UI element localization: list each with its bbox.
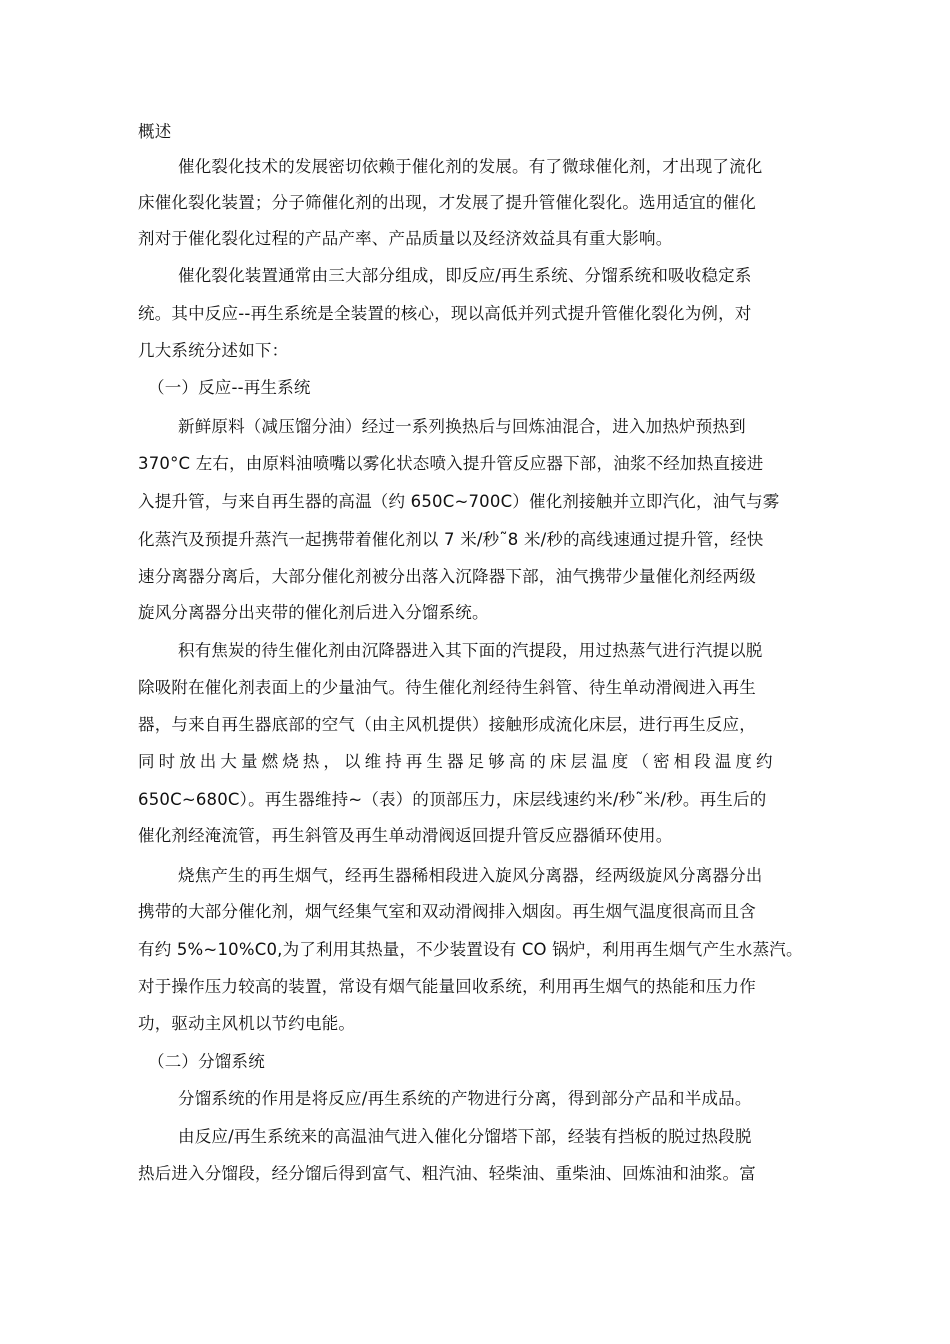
paragraph-line: 650C~680C）。再生器维持~（表）的顶部压力，床层线速约米/秒˜米/秒。再生后的 — [138, 790, 767, 809]
paragraph-line: 催化剂经淹流管，再生斜管及再生单动滑阀返回提升管反应器循环使用。 — [138, 826, 673, 845]
paragraph-line: 化蒸汽及预提升蒸汽一起携带着催化剂以 7 米/秒˜8 米/秒的高线速通过提升管，经快 — [138, 530, 764, 549]
paragraph-line: 新鲜原料（减压馏分油）经过一系列换热后与回炼油混合，进入加热炉预热到 — [178, 417, 746, 436]
paragraph-line: 催化裂化装置通常由三大部分组成，即反应/再生系统、分馏系统和吸收稳定系 — [178, 266, 752, 285]
paragraph-line: 由反应/再生系统来的高温油气进入催化分馏塔下部，经装有挡板的脱过热段脱 — [178, 1127, 752, 1146]
paragraph-line: 器，与来自再生器底部的空气（由主风机提供）接触形成流化床层，进行再生反应， — [138, 715, 756, 734]
paragraph-line: 剂对于催化裂化过程的产品产率、产品质量以及经济效益具有重大影响。 — [138, 229, 673, 248]
paragraph-line: 有约 5%~10%C0,为了利用其热量，不少装置设有 CO 锅炉，利用再生烟气产生水蒸汽。 — [138, 940, 803, 959]
paragraph-line: 分馏系统的作用是将反应/再生系统的产物进行分离，得到部分产品和半成品。 — [178, 1089, 752, 1108]
paragraph-line: 对于操作压力较高的装置，常设有烟气能量回收系统，利用再生烟气的热能和压力作 — [138, 977, 756, 996]
paragraph-line: 烧焦产生的再生烟气，经再生器稀相段进入旋风分离器，经两级旋风分离器分出 — [178, 866, 763, 885]
paragraph-line: 床催化裂化装置；分子筛催化剂的出现，才发展了提升管催化裂化。选用适宜的催化 — [138, 193, 756, 212]
paragraph-line: 统。其中反应--再生系统是全装置的核心，现以高低并列式提升管催化裂化为例，对 — [138, 304, 752, 323]
paragraph-line: 功，驱动主风机以节约电能。 — [138, 1014, 356, 1033]
paragraph-line: 几大系统分述如下： — [138, 341, 289, 360]
paragraph-line: 速分离器分离后，大部分催化剂被分出落入沉降器下部，油气携带少量催化剂经两级 — [138, 567, 756, 586]
paragraph-line: 热后进入分馏段，经分馏后得到富气、粗汽油、轻柴油、重柴油、回炼油和油浆。富 — [138, 1164, 756, 1183]
subsection-heading: （二）分馏系统 — [148, 1052, 265, 1071]
paragraph-line: 同时放出大量燃烧热，以维持再生器足够高的床层温度（密相段温度约 — [138, 752, 777, 771]
paragraph-line: 催化裂化技术的发展密切依赖于催化剂的发展。有了微球催化剂，才出现了流化 — [178, 157, 763, 176]
paragraph-line: 携带的大部分催化剂，烟气经集气室和双动滑阀排入烟囱。再生烟气温度很高而且含 — [138, 902, 756, 921]
paragraph-line: 除吸附在催化剂表面上的少量油气。待生催化剂经待生斜管、待生单动滑阀进入再生 — [138, 678, 756, 697]
paragraph-line: 旋风分离器分出夹带的催化剂后进入分馏系统。 — [138, 603, 489, 622]
subsection-heading: （一）反应--再生系统 — [148, 378, 311, 397]
paragraph-line: 370°C 左右，由原料油喷嘴以雾化状态喷入提升管反应器下部，油浆不经加热直接进 — [138, 454, 764, 473]
paragraph-line: 积有焦炭的待生催化剂由沉降器进入其下面的汽提段，用过热蒸气进行汽提以脱 — [178, 641, 763, 660]
section-title: 概述 — [138, 122, 172, 141]
paragraph-line: 入提升管，与来自再生器的高温（约 650C~700C）催化剂接触并立即汽化，油气与雾 — [138, 492, 780, 511]
